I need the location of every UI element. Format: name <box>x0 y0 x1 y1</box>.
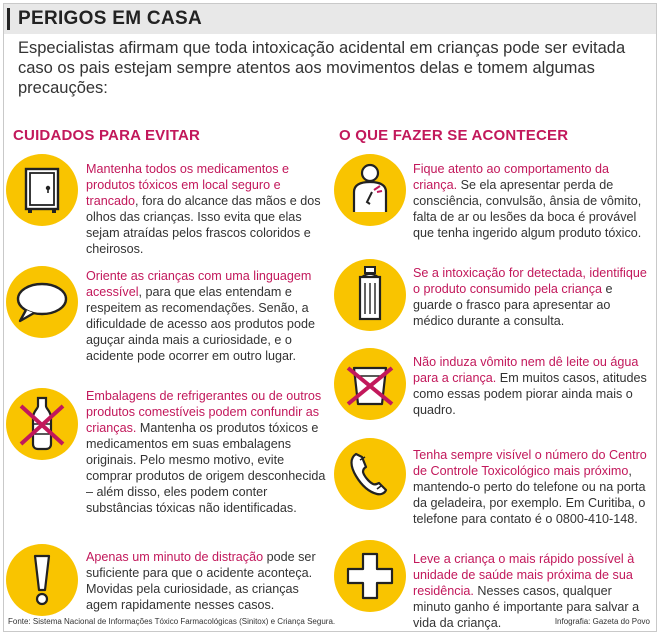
right-item-text: Se a intoxicação for detectada, identifique o produto consumido pela criança e guarde o frasco para apresentar ao médico durante a consulta. <box>413 266 647 328</box>
crossed-bottle-icon <box>6 388 78 460</box>
left-item-text: Oriente as crianças com uma linguagem acessível, para que elas entendam e respeitem as recomendações. Senão, a dificuldade de acesso aos produtos pode aguçar ainda mais a curiosidade, e o acidente pode ocorrer em outro lugar. <box>86 269 315 363</box>
medical-cross-icon <box>334 540 406 612</box>
intro-text: Especialistas afirmam que toda intoxicação acidental em crianças pode ser evitada caso os pais estejam sempre atentos aos movimentos delas e tomem algumas precauções: <box>18 39 626 97</box>
exclamation-icon <box>6 544 78 616</box>
right-item-text: Não induza vômito nem dê leite ou água para a criança. Em muitos casos, atitudes como essas podem piorar ainda mais o quadro. <box>413 355 647 417</box>
spray-can-icon <box>334 259 406 331</box>
left-item-text: Mantenha todos os medicamentos e produtos tóxicos em local seguro e trancado, fora do alcance das mãos e dos olhos das crianças. Isso evita que elas sejam atraídas pelos frascos coloridos e cheirosos. <box>86 162 321 256</box>
header-accent-bar <box>7 8 10 30</box>
source-note: Fonte: Sistema Nacional de Informações Tóxico Farmacológicas (Sinitox) e Criança Segura. <box>8 617 336 626</box>
crossed-cup-icon <box>334 348 406 420</box>
right-column-title: O QUE FAZER SE ACONTECER <box>339 127 569 144</box>
right-item-text: Tenha sempre visível o número do Centro de Controle Toxicológico mais próximo, mantendo-o perto do telefone ou na porta da geladeira, por exemplo. Em Curitiba, o telefone para contato é o 0800-410-148. <box>413 448 647 526</box>
left-item-text: Embalagens de refrigerantes ou de outros produtos comestíveis podem confundir as crianças. Mantenha os produtos tóxicos e medicamentos em suas embalagens originais. Pelo mesmo motivo, evite comprar produtos de origem desconhecida – além disso, eles podem conter substâncias tóxicas não identificadas. <box>86 389 326 515</box>
credit-note: Infografia: Gazeta do Povo <box>554 617 650 626</box>
phone-icon <box>334 438 406 510</box>
header-band <box>4 4 656 34</box>
left-item-text: Apenas um minuto de distração pode ser suficiente para que o acidente aconteça. Movidas pela curiosidade, as crianças agem rapidamente nesses casos. <box>86 550 316 612</box>
right-item-text: Leve a criança o mais rápido possível à unidade de saúde mais próxima de sua residência. Nesses casos, qualquer minuto ganho é importante para salvar a vida da criança. <box>413 552 640 630</box>
speech-bubble-icon <box>6 266 78 338</box>
safe-icon <box>6 154 78 226</box>
right-item-text: Fique atento ao comportamento da criança. Se ela apresentar perda de consciência, convulsão, ânsia de vômito, falta de ar ou lesões da boca é provável que tenha ingerido algum produto tóxico. <box>413 162 642 240</box>
left-column-title: CUIDADOS PARA EVITAR <box>13 127 201 144</box>
infographic <box>3 3 657 632</box>
person-chest-icon <box>334 154 406 226</box>
page-title: PERIGOS EM CASA <box>18 8 202 29</box>
